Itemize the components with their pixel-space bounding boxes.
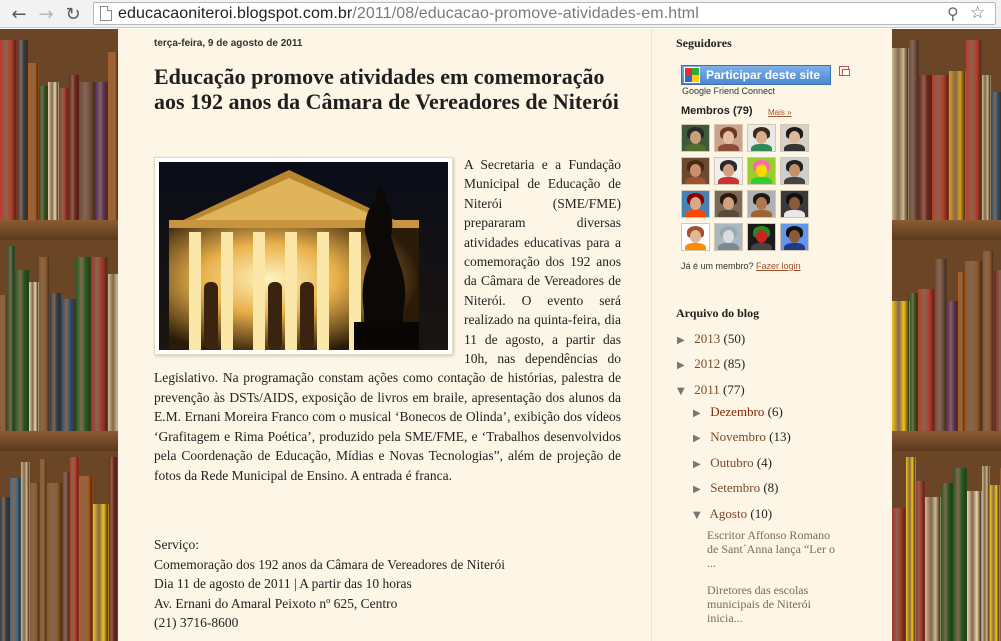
bookshelf-right [892, 29, 1001, 641]
archive-post-link[interactable]: Escritor Affonso Romano de Sant´Anna lança “Ler o ... [707, 528, 835, 570]
shelf-plank [892, 431, 1001, 451]
book-spine [8, 246, 15, 451]
member-avatar[interactable] [681, 157, 710, 185]
book-spine [916, 481, 925, 641]
avatar-face [756, 131, 767, 144]
collapse-arrow-icon[interactable]: ▼ [693, 510, 701, 521]
archive-month-agosto[interactable] [693, 506, 772, 522]
join-site-button[interactable] [681, 65, 831, 85]
book-spine [10, 478, 21, 641]
member-avatar[interactable] [714, 157, 743, 185]
book-spine [40, 459, 47, 641]
member-avatar[interactable] [780, 223, 809, 251]
avatar-shoulders [751, 210, 772, 218]
login-link[interactable]: Fazer login [756, 261, 801, 271]
book-spine [29, 282, 39, 451]
book-spine [96, 82, 108, 240]
book-spine [991, 92, 1001, 240]
avatar-face [789, 230, 800, 243]
avatar-face [690, 131, 701, 144]
book-spine [925, 497, 941, 641]
avatar-face [723, 164, 734, 177]
book-spine [76, 257, 91, 451]
shelf-plank [0, 220, 118, 240]
popout-icon[interactable] [839, 66, 849, 76]
book-spine [108, 52, 118, 240]
address-url[interactable] [118, 3, 699, 24]
archive-month-link[interactable]: Agosto [709, 506, 748, 521]
shelf-row [0, 29, 118, 240]
archive-post-link[interactable]: Diretores das escolas municipais de Niterói inicia... [707, 583, 811, 625]
book-spine [0, 497, 10, 641]
more-members-link[interactable]: Mais » [768, 108, 792, 117]
book-spine [918, 289, 935, 451]
avatar-shoulders [685, 243, 706, 251]
avatar-face [789, 197, 800, 210]
shelf-plank [892, 220, 1001, 240]
book-spine [48, 82, 59, 240]
member-login-row [681, 261, 801, 271]
book-spine [910, 293, 918, 451]
book-spine [0, 40, 17, 240]
expand-arrow-icon[interactable]: ▶ [693, 408, 701, 419]
expand-arrow-icon[interactable]: ▶ [693, 484, 701, 495]
archive-year-2012[interactable] [677, 356, 745, 372]
archive-month-count: (10) [750, 506, 773, 521]
expand-arrow-icon[interactable]: ▶ [693, 433, 701, 444]
book-spine [17, 40, 28, 240]
book-spine [994, 270, 1001, 451]
archive-month-setembro[interactable] [693, 480, 779, 496]
avatar-face [756, 197, 767, 210]
back-arrow-icon[interactable]: ← [11, 3, 27, 25]
member-avatar[interactable] [681, 190, 710, 218]
member-avatar[interactable] [780, 157, 809, 185]
book-spine [935, 259, 947, 451]
book-spine [932, 75, 949, 240]
avatar-shoulders [718, 144, 739, 152]
archive-title: Arquivo do blog [676, 306, 760, 320]
avatar-face [789, 164, 800, 177]
avatar-face [789, 131, 800, 144]
service-event: Comemoração dos 192 anos da Câmara de Vereadores de Niterói [154, 556, 506, 572]
member-avatar[interactable] [714, 190, 743, 218]
book-spine [39, 86, 48, 240]
archive-month-count: (13) [769, 429, 791, 444]
service-info [154, 535, 505, 633]
book-spine [958, 272, 965, 451]
book-spine [919, 75, 932, 240]
book-spine [61, 299, 76, 451]
avatar-shoulders [685, 177, 706, 185]
book-spine [892, 48, 909, 240]
archive-year-link[interactable]: 2013 [694, 331, 721, 346]
member-avatar[interactable] [714, 124, 743, 152]
archive-month-link[interactable]: Outubro [710, 455, 754, 470]
post-title[interactable]: Educação promove atividades em comemoração aos 192 anos da Câmara de Vereadores de Niterói [154, 64, 619, 114]
archive-year-2011[interactable] [677, 382, 745, 398]
book-spine [70, 457, 79, 641]
book-spine [109, 457, 117, 641]
avatar-shoulders [751, 243, 772, 251]
archive-year-count: (85) [723, 356, 746, 371]
book-spine [91, 257, 108, 451]
avatar-shoulders [718, 210, 739, 218]
member-avatars [681, 124, 813, 251]
members-count: Membros (79) [681, 105, 753, 117]
archive-month-count: (6) [767, 404, 783, 419]
member-avatar[interactable] [780, 190, 809, 218]
forward-arrow-icon[interactable]: → [38, 3, 54, 25]
book-spine [965, 261, 983, 451]
book-spine [966, 40, 982, 240]
book-spine [947, 301, 958, 451]
archive-month-link[interactable]: Novembro [710, 429, 766, 444]
book-spine [990, 485, 1000, 641]
avatar-face [756, 230, 767, 243]
service-date: Dia 11 de agosto de 2011 | A partir das 10 horas [154, 576, 412, 591]
book-spine [892, 301, 910, 451]
expand-arrow-icon[interactable]: ▶ [693, 459, 701, 470]
member-avatar[interactable] [747, 157, 776, 185]
avatar-face [756, 164, 767, 177]
avatar-shoulders [784, 144, 805, 152]
book-spine [983, 251, 994, 451]
expand-arrow-icon[interactable]: ▶ [677, 335, 685, 346]
book-spine [108, 274, 118, 451]
member-avatar[interactable] [714, 223, 743, 251]
already-member-text: Já é um membro? [681, 261, 754, 271]
bookshelf-left [0, 29, 118, 641]
book-spine [15, 270, 29, 451]
expand-arrow-icon[interactable]: ▶ [677, 360, 685, 371]
member-avatar[interactable] [747, 223, 776, 251]
camara-building-photo [159, 162, 448, 350]
avatar-face [690, 197, 701, 210]
member-avatar[interactable] [747, 124, 776, 152]
avatar-shoulders [751, 144, 772, 152]
member-avatar[interactable] [681, 223, 710, 251]
service-heading: Serviço: [154, 537, 199, 552]
url-host: educacaoniteroi.blogspot.com.br [118, 5, 353, 22]
post-body-text: A Secretaria e a Fundação Municipal de Educação de Niterói (SME/FME) prepararam diversas atividades educativas para a comemoração dos 192 anos da Câmara de Vereadores de Niterói. O evento será realizado na quinta-feira, dia 11 de agosto, a partir das 10h, nas dependências do Legislativo. Na programação constam ações como contação de histórias, palestra de prevenção às DSTs/AIDS, exposição de livros em braile, apresentação dos alunos da E.M. Ernani Moreira Franco com o musical ‘Bonecos de Olinda’, exibição dos vídeos ‘Grafitagem e Rima Poética’, produzido pela SME/FME, e ‘Trabalhos desenvolvidos pela Coordenação de Educação, Mídias e Novas Tecnologias”, além de projeção de fotos da Rede Municipal de Ensino. A entrada é franca. [154, 157, 621, 483]
book-spine [50, 293, 61, 451]
book-spine [47, 483, 63, 641]
google-friend-connect-icon [684, 67, 700, 83]
book-spine [28, 63, 39, 240]
archive-month-link[interactable]: Dezembro [710, 404, 765, 419]
book-spine [0, 295, 8, 451]
shelf-plank [0, 431, 118, 451]
book-spine [953, 468, 967, 641]
book-spine [39, 257, 50, 451]
avatar-face [723, 197, 734, 210]
archive-month-dezembro[interactable] [693, 404, 783, 420]
avatar-face [690, 230, 701, 243]
member-avatar[interactable] [681, 124, 710, 152]
book-spine [967, 491, 982, 641]
archive-month-novembro[interactable] [693, 429, 791, 445]
book-spine [906, 457, 916, 641]
avatar-shoulders [685, 210, 706, 218]
shelf-row [0, 451, 118, 641]
book-spine [69, 75, 79, 240]
avatar-face [723, 131, 734, 144]
book-spine [63, 472, 70, 641]
browser-toolbar [0, 0, 1001, 28]
avatar-face [690, 164, 701, 177]
avatar-face [723, 230, 734, 243]
avatar-shoulders [784, 210, 805, 218]
post-date: terça-feira, 9 de agosto de 2011 [154, 38, 303, 49]
avatar-shoulders [718, 243, 739, 251]
page-icon [100, 6, 112, 21]
archive-month-link[interactable]: Setembro [710, 480, 761, 495]
archive-month-outubro[interactable] [693, 455, 772, 471]
avatar-shoulders [784, 177, 805, 185]
member-avatar[interactable] [780, 124, 809, 152]
shelf-row [0, 240, 118, 451]
archive-year-link[interactable]: 2011 [694, 382, 720, 397]
collapse-arrow-icon[interactable]: ▼ [677, 386, 685, 397]
service-phone: (21) 3716-8600 [154, 615, 239, 630]
avatar-shoulders [685, 144, 706, 152]
avatar-shoulders [784, 243, 805, 251]
book-spine [982, 75, 991, 240]
book-spine [93, 504, 109, 641]
address-bar[interactable] [93, 2, 996, 25]
gfc-caption: Google Friend Connect [682, 86, 776, 96]
book-spine [59, 88, 69, 240]
shelf-row [892, 451, 1001, 641]
book-spine [982, 466, 990, 641]
member-avatar[interactable] [747, 190, 776, 218]
star-icon[interactable]: ☆ [970, 3, 986, 23]
archive-year-link[interactable]: 2012 [694, 356, 721, 371]
service-address: Av. Ernani do Amaral Peixoto nº 625, Centro [154, 595, 398, 611]
archive-year-2013[interactable] [677, 331, 745, 347]
archive-month-count: (4) [756, 455, 773, 470]
search-icon[interactable]: ⚲ [947, 4, 959, 23]
followers-title: Seguidores [676, 36, 732, 50]
sidebar [651, 29, 892, 641]
post-image[interactable] [154, 157, 453, 355]
avatar-shoulders [718, 177, 739, 185]
book-spine [949, 71, 966, 240]
book-spine [79, 476, 93, 641]
archive-month-count: (8) [763, 480, 779, 495]
book-spine [79, 82, 96, 240]
book-spine [21, 462, 30, 641]
archive-year-count: (77) [723, 382, 745, 397]
archive-year-count: (50) [723, 331, 746, 346]
book-spine [30, 483, 40, 641]
avatar-shoulders [751, 177, 772, 185]
book-spine [941, 483, 953, 641]
shelf-row [892, 240, 1001, 451]
url-path: /2011/08/educacao-promove-atividades-em.html [352, 5, 699, 22]
book-spine [892, 508, 906, 641]
reload-icon[interactable]: ↻ [65, 3, 81, 25]
join-site-label: Participar deste site [706, 68, 821, 82]
book-spine [909, 40, 919, 240]
post-column [118, 29, 651, 641]
shelf-row [892, 29, 1001, 240]
